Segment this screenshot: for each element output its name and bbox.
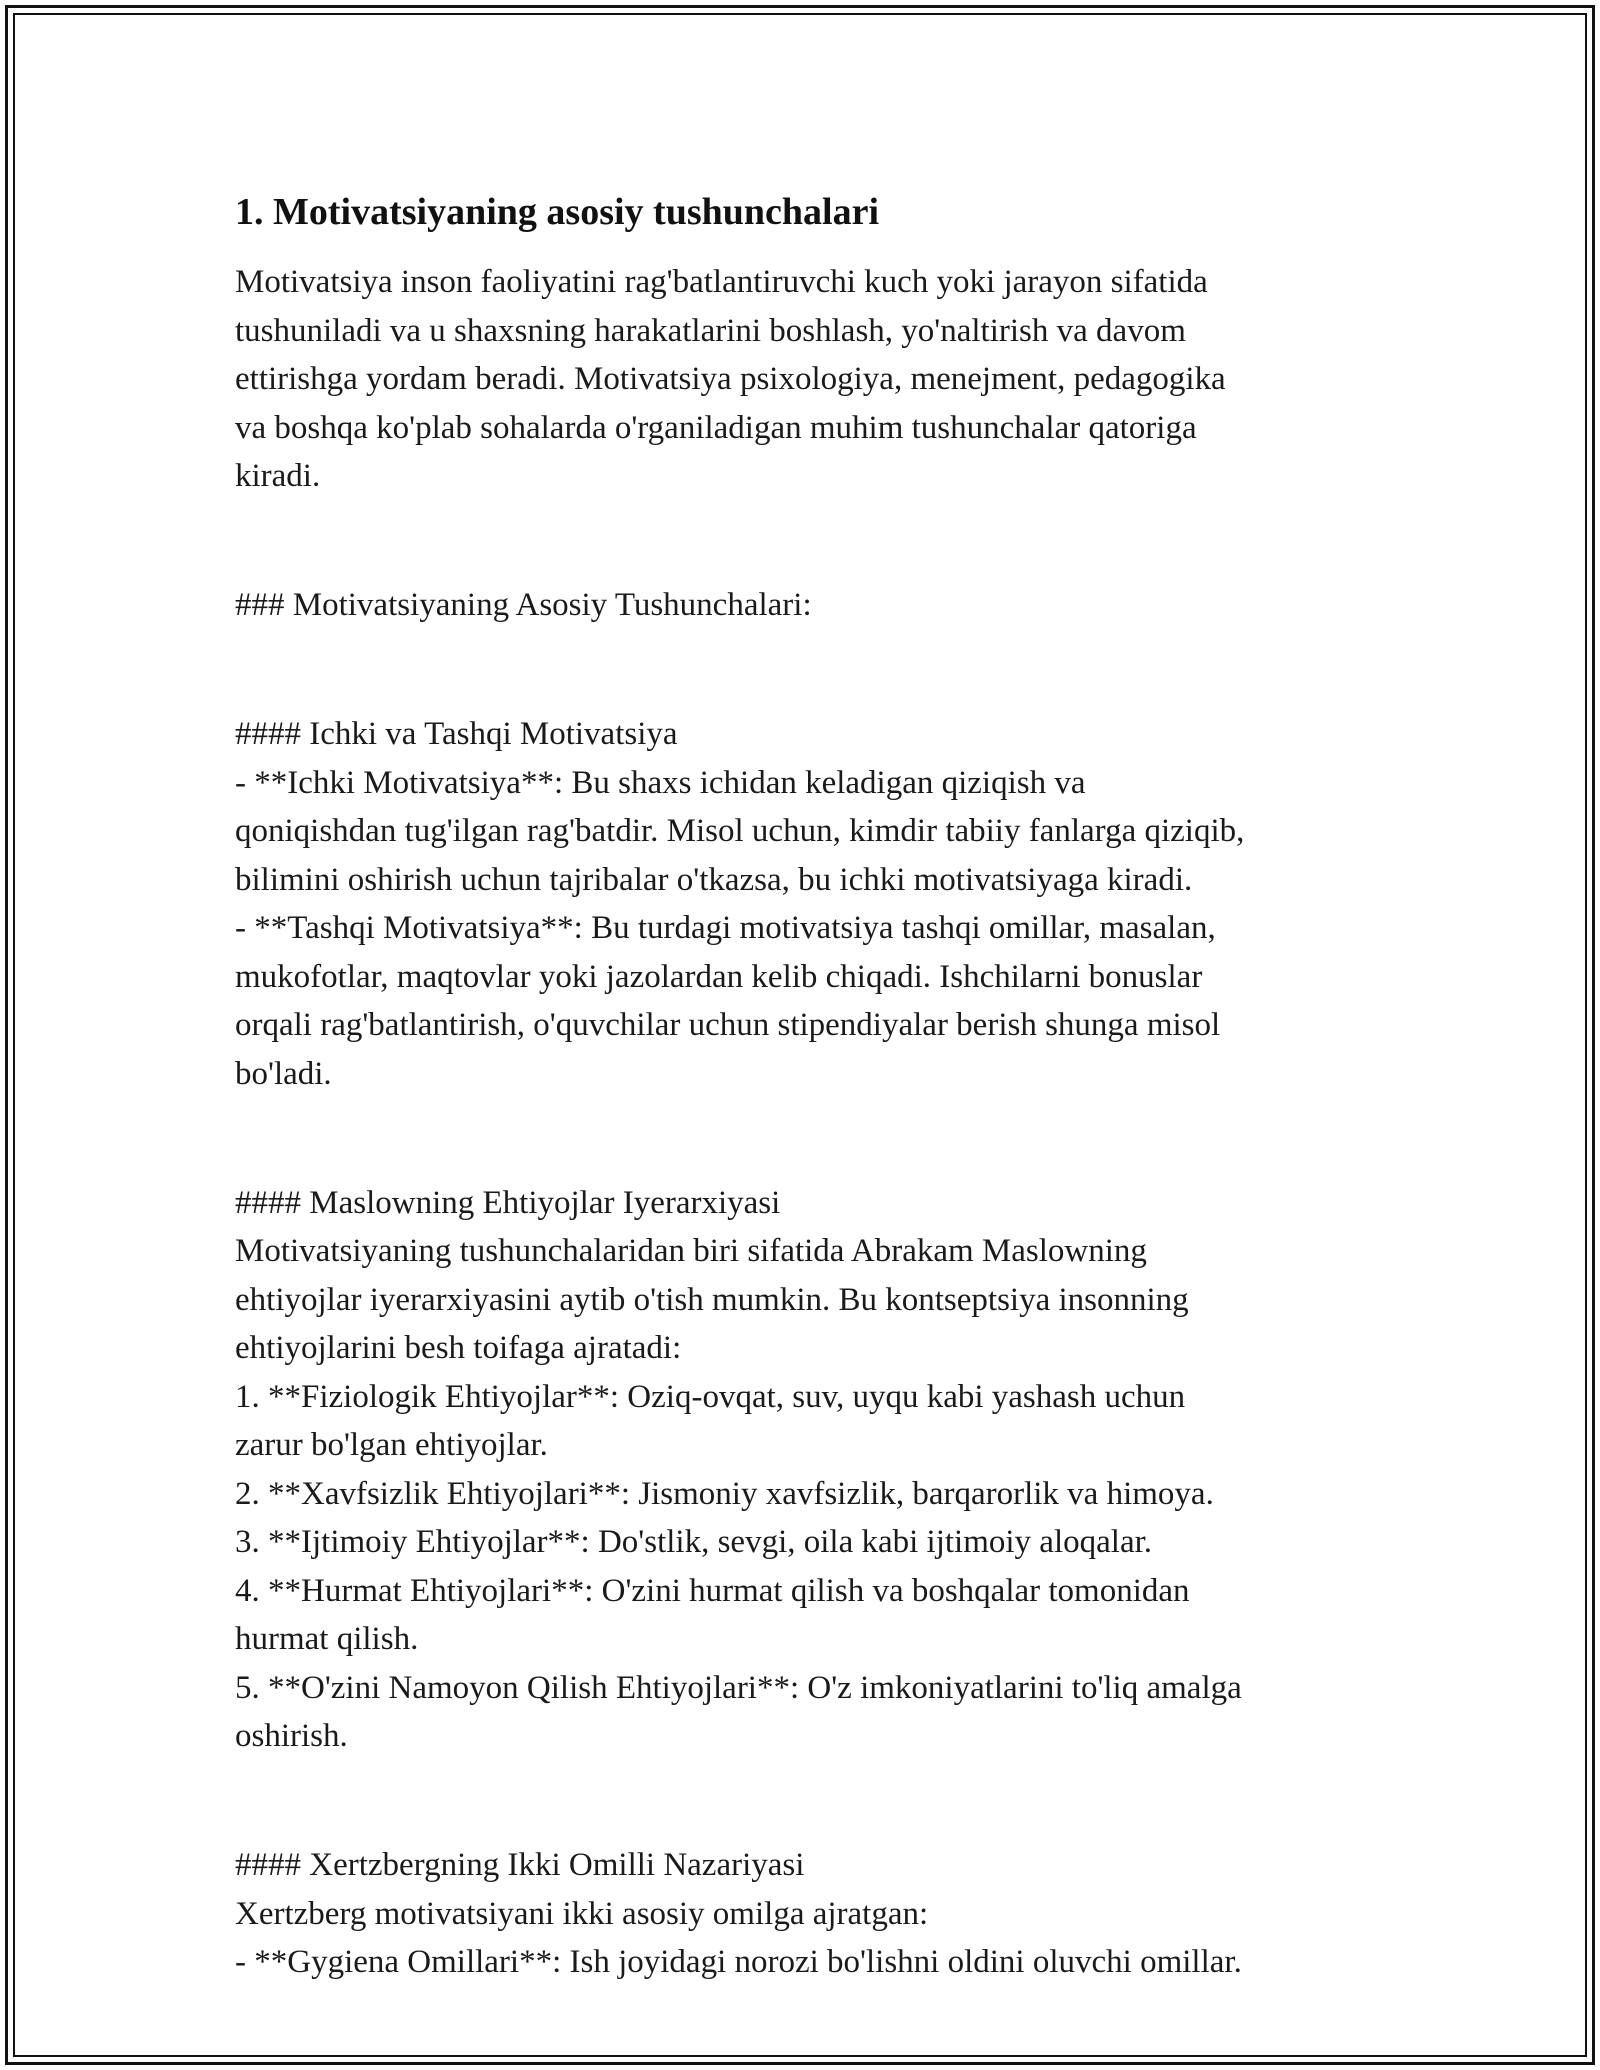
text-line: - **Tashqi Motivatsiya**: Bu turdagi motivatsiya tashqi omillar, masalan, [235, 910, 1216, 946]
document-text [235, 258, 1375, 1987]
text-line: 5. **O'zini Namoyon Qilish Ehtiyojlari**: O'z imkoniyatlarini to'liq amalga [235, 1669, 1242, 1706]
text-line: bo'ladi. [235, 1055, 332, 1092]
text-line: bilimini oshirish uchun tajribalar o'tkazsa, bu ichki motivatsiyaga kiradi. [235, 861, 1193, 898]
text-line: ettirishga yordam beradi. Motivatsiya psixologiya, menejment, pedagogika [235, 361, 1226, 397]
text-line: #### Ichki va Tashqi Motivatsiya [235, 716, 678, 752]
text-line: zarur bo'lgan ehtiyojlar. [235, 1427, 548, 1463]
text-line: 2. **Xavfsizlik Ehtiyojlari**: Jismoniy xavfsizlik, barqarorlik va himoya. [235, 1475, 1214, 1512]
text-line: ehtiyojlarini besh toifaga ajratadi: [235, 1330, 682, 1366]
blank-line [235, 1777, 1375, 1826]
text-line: orqali rag'batlantirish, o'quvchilar uchun stipendiyalar berish shunga misol [235, 1007, 1221, 1043]
text-line: 1. **Fiziologik Ehtiyojlar**: Oziq-ovqat, suv, uyqu kabi yashash uchun [235, 1378, 1186, 1415]
blank-line [235, 517, 1375, 566]
text-line: oshirish. [235, 1718, 348, 1754]
blank-line [235, 1114, 1375, 1163]
text-line: 4. **Hurmat Ehtiyojlari**: O'zini hurmat qilish va boshqalar tomonidan [235, 1572, 1190, 1609]
text-line: Motivatsiya inson faoliyatini rag'batlantiruvchi kuch yoki jarayon sifatida [235, 264, 1208, 300]
text-line: Motivatsiyaning tushunchalaridan biri sifatida Abrakam Maslowning [235, 1233, 1147, 1269]
text-line: - **Ichki Motivatsiya**: Bu shaxs ichidan keladigan qiziqish va [235, 764, 1086, 801]
text-line: ### Motivatsiyaning Asosiy Tushunchalari: [235, 587, 812, 623]
text-line: hurmat qilish. [235, 1621, 419, 1657]
text-line: tushuniladi va u shaxsning harakatlarini boshlash, yo'naltirish va davom [235, 312, 1186, 349]
text-line: kiradi. [235, 458, 321, 494]
text-line: ehtiyojlar iyerarxiyasini aytib o'tish mumkin. Bu kontseptsiya insonning [235, 1281, 1189, 1318]
text-line: - **Gygiena Omillari**: Ish joyidagi norozi bo'lishni oldini oluvchi omillar. [235, 1944, 1242, 1980]
text-line: va boshqa ko'plab sohalarda o'rganiladigan muhim tushunchalar qatoriga [235, 409, 1197, 446]
text-line: qoniqishdan tug'ilgan rag'batdir. Misol uchun, kimdir tabiiy fanlarga qiziqib, [235, 813, 1245, 849]
text-line: #### Maslowning Ehtiyojlar Iyerarxiyasi [235, 1184, 781, 1221]
text-line: Xertzberg motivatsiyani ikki asosiy omilga ajratgan: [235, 1895, 929, 1932]
document-title: 1. Motivatsiyaning asosiy tushunchalari [235, 191, 879, 233]
text-line: mukofotlar, maqtovlar yoki jazolardan kelib chiqadi. Ishchilarni bonuslar [235, 958, 1203, 995]
blank-line [235, 646, 1375, 695]
text-line: 3. **Ijtimoiy Ehtiyojlar**: Do'stlik, sevgi, oila kabi ijtimoiy aloqalar. [235, 1524, 1153, 1560]
text-line: #### Xertzbergning Ikki Omilli Nazariyasi [235, 1847, 805, 1883]
document-body [235, 188, 1375, 1987]
